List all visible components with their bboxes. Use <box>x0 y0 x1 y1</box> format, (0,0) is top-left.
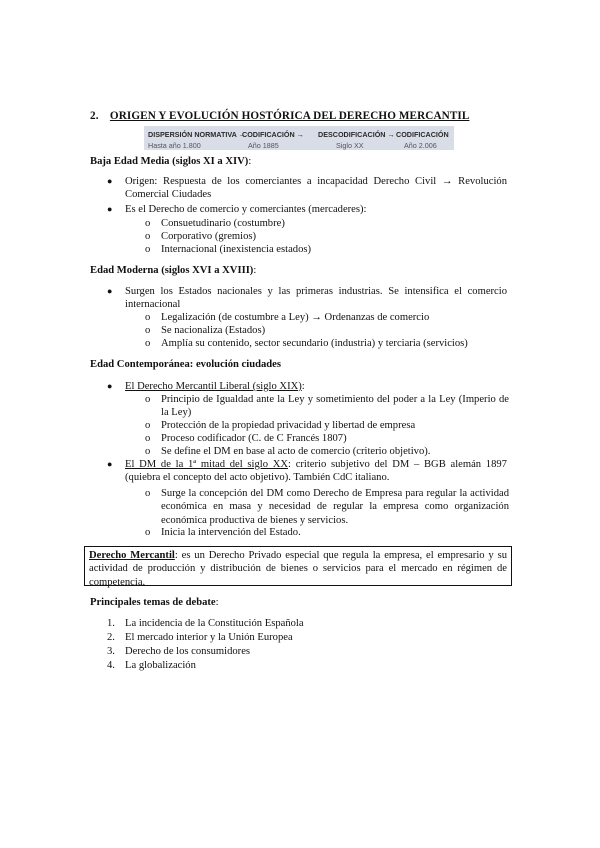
item-number: 2. <box>107 632 115 643</box>
list-item-text: Origen: Respuesta de los comerciantes a incapacidad Derecho Civil → Revolución Comercial Ciudades <box>125 176 507 201</box>
era-label-tail: : criterio subjetivo del DM – BGB alemán 1897 (quiebra el concepto del acto objetivo). También CdC italiano. <box>125 459 507 484</box>
sub-list-item <box>145 445 509 459</box>
sub-list-item-text: Protección de la propiedad privacidad y libertad de empresa <box>161 420 416 431</box>
title-colon: : <box>215 597 219 608</box>
subsection-title: Edad Moderna (siglos XVI a XVIII) <box>90 265 254 276</box>
sub-list-item <box>145 324 509 338</box>
item-number: 4. <box>107 660 115 671</box>
bullet-icon: ● <box>107 381 113 391</box>
bullet-icon: ● <box>107 204 113 214</box>
section-number: 2. <box>90 110 99 122</box>
bullet-icon: ● <box>107 286 113 296</box>
item-text: La globalización <box>125 660 196 671</box>
sub-list-item <box>145 217 509 231</box>
o-marker-icon: o <box>145 433 151 444</box>
list-item-text <box>125 458 507 485</box>
sub-list-item <box>145 419 509 433</box>
subsection-heading-edad-moderna <box>90 264 256 277</box>
o-marker-icon: o <box>145 420 151 431</box>
list-item <box>107 285 507 313</box>
o-marker-icon: o <box>145 312 151 323</box>
sub-list-item <box>145 337 509 351</box>
o-marker-icon: o <box>145 218 151 229</box>
sub-list-item <box>145 230 509 244</box>
item-text: La incidencia de la Constitución Española <box>125 618 304 629</box>
definition-text: : es un Derecho Privado especial que regula la empresa, el empresario y su actividad de producción y distribución de bienes o servicios para el mercado en régimen de competencia. <box>89 550 507 588</box>
item-text: El mercado interior y la Unión Europea <box>125 632 293 643</box>
list-item-text: Surgen los Estados nacionales y las primeras industrias. Se intensifica el comercio internacional <box>125 286 507 311</box>
item-number: 1. <box>107 618 115 629</box>
list-item <box>107 203 507 217</box>
stage-date: Año 1885 <box>248 141 279 150</box>
stage-label: DISPERSIÓN NORMATIVA → <box>148 130 246 139</box>
sub-list-item-text: Se nacionaliza (Estados) <box>161 325 266 336</box>
subsection-heading-temas-debate <box>90 596 219 609</box>
stage-date: Año 2.006 <box>404 141 437 150</box>
list-item <box>107 458 507 486</box>
sub-list-item <box>145 487 509 527</box>
bullet-icon: ● <box>107 459 113 469</box>
section-heading <box>90 110 469 123</box>
subsection-heading-edad-contemporanea <box>90 358 281 371</box>
era-label-tail: : <box>301 381 305 392</box>
sub-list-item-text: Internacional (inexistencia estados) <box>161 244 312 255</box>
stage-label: DESCODIFICACIÓN → <box>318 130 395 139</box>
title-colon: : <box>253 265 257 276</box>
sub-list-item <box>145 432 509 446</box>
stage-date: Hasta año 1.800 <box>148 141 201 150</box>
sub-list-item-text: Proceso codificador (C. de C Francés 1807) <box>161 433 347 444</box>
sub-list-item-text: Se define el DM en base al acto de comercio (criterio objetivo). <box>161 446 431 457</box>
sub-list-item-text: Consuetudinario (costumbre) <box>161 218 285 229</box>
timeline-banner <box>144 126 454 150</box>
list-item-text: Es el Derecho de comercio y comerciantes (mercaderes): <box>125 204 367 215</box>
o-marker-icon: o <box>145 446 151 457</box>
item-text: Derecho de los consumidores <box>125 646 251 657</box>
sub-list-item <box>145 526 509 540</box>
bullet-icon: ● <box>107 176 113 186</box>
sub-list-item-text: Inicia la intervención del Estado. <box>161 527 301 538</box>
sub-list-item-text: Legalización (de costumbre a Ley) → Ordenanzas de comercio <box>161 312 430 323</box>
item-number: 3. <box>107 646 115 657</box>
subsection-title: Principales temas de debate <box>90 597 216 608</box>
o-marker-icon: o <box>145 244 151 255</box>
stage-label: CODIFICACIÓN → <box>242 130 304 139</box>
o-marker-icon: o <box>145 394 151 405</box>
definition-box <box>84 546 512 586</box>
era-label: El Derecho Mercantil Liberal (siglo XIX) <box>125 381 302 392</box>
sub-list-item <box>145 243 509 257</box>
subsection-title: Baja Edad Media (siglos XI a XIV) <box>90 156 249 167</box>
stage-label: CODIFICACIÓN <box>396 130 449 139</box>
list-item <box>107 175 507 203</box>
o-marker-icon: o <box>145 231 151 242</box>
o-marker-icon: o <box>145 325 151 336</box>
subsection-heading-baja-edad-media <box>90 155 251 168</box>
subsection-title: Edad Contemporánea: evolución ciudades <box>90 359 281 370</box>
era-label: El DM de la 1ª mitad del siglo XX <box>125 459 289 470</box>
list-item <box>107 380 507 394</box>
list-item-text <box>125 380 507 393</box>
title-colon: : <box>248 156 252 167</box>
sub-list-item-text: Amplía su contenido, sector secundario (industria) y terciaria (servicios) <box>161 338 468 349</box>
o-marker-icon: o <box>145 527 151 538</box>
stage-date: Siglo XX <box>336 141 364 150</box>
sub-list-item <box>145 393 509 421</box>
sub-list-item-text: Principio de Igualdad ante la Ley y sometimiento del poder a la Ley (Imperio de la Ley) <box>161 394 509 419</box>
sub-list-item-text: Corporativo (gremios) <box>161 231 257 242</box>
o-marker-icon: o <box>145 338 151 349</box>
definition-term: Derecho Mercantil <box>89 550 175 561</box>
o-marker-icon: o <box>145 488 151 499</box>
sub-list-item <box>145 311 509 325</box>
section-title: ORIGEN Y EVOLUCIÓN HOSTÓRICA DEL DERECHO MERCANTIL <box>109 110 470 122</box>
sub-list-item-text: Surge la concepción del DM como Derecho de Empresa para regular la actividad económica en masa y necesidad de regular la empresa como organización económica productiva de bienes y servicios. <box>161 488 509 526</box>
